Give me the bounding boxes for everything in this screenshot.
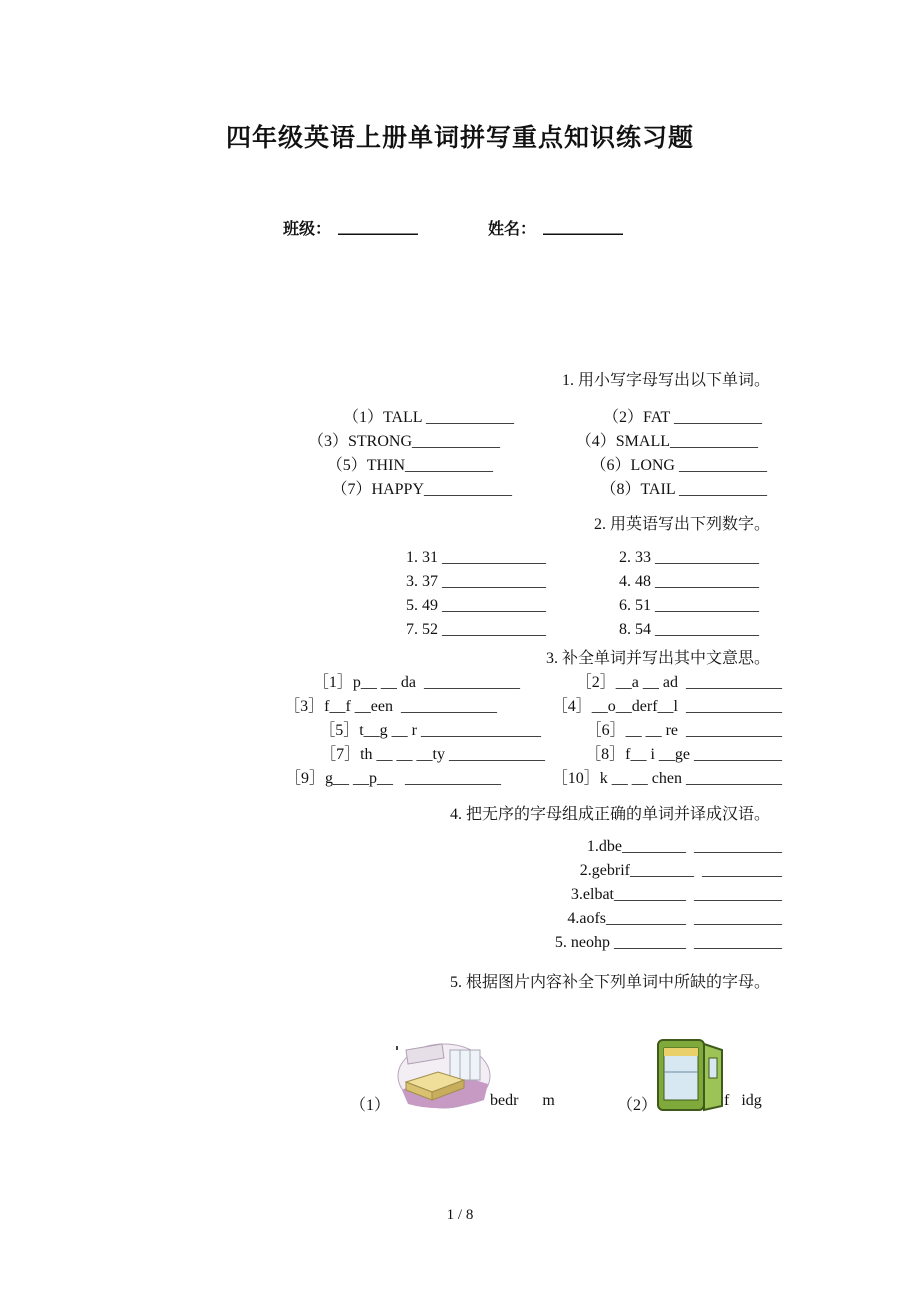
q3-item: ［6］__ __ re ____________ [585, 722, 782, 739]
q4-item: 4.aofs__________ ___________ [567, 910, 782, 927]
q4-heading: 4. 把无序的字母组成正确的单词并译成汉语。 [449, 806, 770, 823]
q1-item: （5）THIN___________ [326, 457, 493, 474]
q3-item: ［1］p__ __ da ____________ [312, 674, 520, 691]
q2-item: 5. 49 _____________ [406, 597, 546, 614]
q2-item: 3. 37 _____________ [406, 573, 546, 590]
q3-item: ［9］g__ __p__ ____________ [284, 770, 501, 787]
class-blank: __________ [338, 216, 418, 235]
q1-item: （1）TALL ___________ [342, 409, 514, 426]
q2-heading: 2. 用英语写出下列数字。 [593, 516, 770, 533]
name-label: 姓名： [488, 219, 537, 238]
q4-item: 1.dbe________ ___________ [586, 838, 782, 855]
page-title: 四年级英语上册单词拼写重点知识练习题 [225, 123, 694, 152]
q3-item: ［2］__a __ ad ____________ [575, 674, 782, 691]
q5-heading: 5. 根据图片内容补全下列单词中所缺的字母。 [449, 974, 770, 991]
q2-item: 2. 33 _____________ [619, 549, 759, 566]
q5-item1-word: bedr m [490, 1092, 555, 1109]
q1-item: （7）HAPPY___________ [331, 481, 512, 498]
q3-heading: 3. 补全单词并写出其中文意思。 [545, 650, 770, 667]
q5-item1-number: （1） [350, 1097, 391, 1114]
q4-item: 3.elbat_________ ___________ [570, 886, 782, 903]
q2-item: 1. 31 _____________ [406, 549, 546, 566]
q1-item: （6）LONG ___________ [590, 457, 767, 474]
q4-item: 5. neohp _________ ___________ [554, 934, 782, 951]
q4-item: 2.gebrif________ __________ [579, 862, 782, 879]
q1-heading: 1. 用小写字母写出以下单词。 [561, 372, 770, 389]
q5-item2-number: （2） [617, 1097, 658, 1114]
q2-item: 7. 52 _____________ [406, 621, 546, 638]
q1-item: （3）STRONG___________ [307, 433, 500, 450]
q1-item: （2）FAT ___________ [603, 409, 762, 426]
q3-item: ［5］t__g __ r _______________ [319, 722, 541, 739]
q2-item: 4. 48 _____________ [619, 573, 759, 590]
q3-item: ［4］__o__derf__l ____________ [551, 698, 782, 715]
fridge-picture [654, 1036, 726, 1114]
class-label: 班级： [283, 219, 332, 238]
q1-item: （8）TAIL ___________ [600, 481, 767, 498]
q1-item: （4）SMALL___________ [575, 433, 758, 450]
q3-item: ［7］th __ __ __ty ____________ [320, 746, 545, 763]
q3-item: ［3］f__f __een ____________ [284, 698, 497, 715]
q3-item: ［10］k __ __ chen ____________ [551, 770, 782, 787]
q5-item2-word: f idg [724, 1092, 762, 1109]
name-blank: __________ [543, 216, 623, 235]
page-number: 1 / 8 [446, 1207, 474, 1223]
q2-item: 6. 51 _____________ [619, 597, 759, 614]
q3-item: ［8］f__ i __ge ___________ [585, 746, 782, 763]
q2-item: 8. 54 _____________ [619, 621, 759, 638]
bedroom-picture [392, 1038, 492, 1110]
